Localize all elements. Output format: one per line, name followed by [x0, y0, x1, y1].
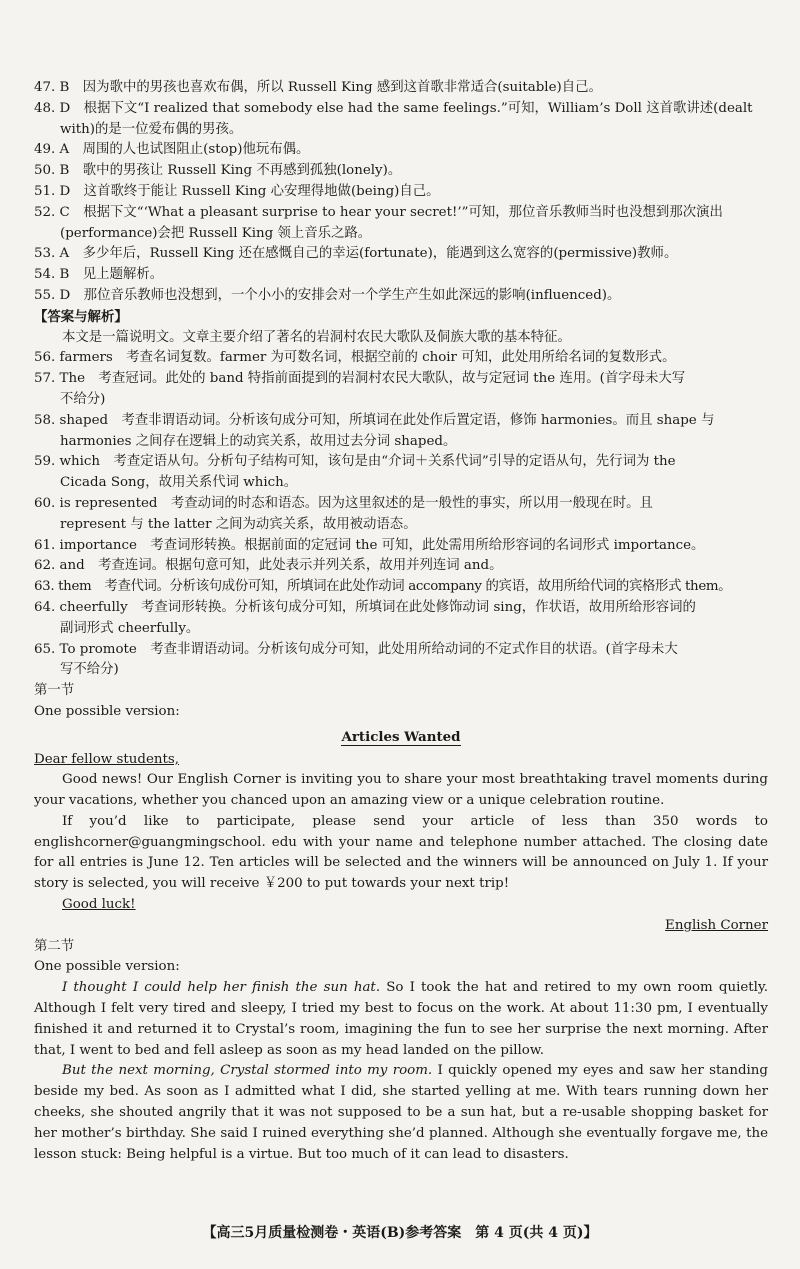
answer-49: 49. A 周围的人也试图阻止(stop)他玩布偶。 [34, 142, 310, 158]
answer-65-cont: 写不给分) [60, 662, 119, 678]
notice-title-text: Articles Wanted [341, 728, 461, 745]
part-one-label: 第一节 [34, 683, 75, 699]
story-paragraph-2 [34, 1061, 768, 1165]
story-paragraph-1-lead: I thought I could help her finish the sun hat. [62, 980, 381, 996]
answer-53: 53. A 多少年后，Russell King 还在感慨自己的幸运(fortunate)，能遇到这么宽容的(permissive)教师。 [34, 246, 678, 262]
answers-top [34, 78, 768, 307]
answer-47: 47. B 因为歌中的男孩也喜欢布偶，所以 Russell King 感到这首歌非常适合(suitable)自己。 [34, 80, 602, 95]
answer-60: 60. is represented 考查动词的时态和语态。因为这里叙述的是一般性的事实，所以用一般现在时。且 [34, 495, 653, 511]
answer-48-cont: with)的是一位爱布偶的男孩。 [60, 121, 243, 137]
notice-signature: English Corner [665, 917, 768, 933]
answer-57-cont: 不给分) [60, 391, 106, 407]
notice-title [34, 727, 768, 748]
answer-60-cont: represent 与 the latter 之间为动宾关系，故用被动语态。 [60, 516, 417, 532]
closing-text: Good luck! [62, 897, 136, 913]
part-one [34, 681, 768, 937]
answer-62: 62. and 考查连词。根据句意可知，此处表示并列关系，故用并列连词 and。 [34, 558, 503, 574]
answer-63: 63. them 考查代词。分析该句成份可知，所填词在此处作动词 accompany 的宾语，故用所给代词的宾格形式 them。 [34, 579, 732, 595]
story-paragraph-1 [34, 978, 768, 1061]
story-paragraph-2-lead: But the next morning, Crystal stormed into my room. [62, 1063, 433, 1079]
answer-61: 61. importance 考查词形转换。根据前面的定冠词 the 可知，此处需用所给形容词的名词形式 importance。 [34, 537, 705, 553]
answers-bottom [34, 348, 768, 681]
answer-48: 48. D 根据下文“I realized that somebody else had the same feelings.”可知，William’s Doll 这首歌讲述(dealt [34, 100, 753, 116]
part-one-version: One possible version: [34, 703, 180, 719]
passage-intro: 本文是一篇说明文。文章主要介绍了著名的岩洞村农民大歌队及侗族大歌的基本特征。 [62, 329, 571, 345]
answer-52: 52. C 根据下文“‘What a pleasant surprise to hear your secret!’”可知，那位音乐教师当时也没想到那次演出 [34, 204, 723, 220]
answer-64-cont: 副词形式 cheerfully。 [60, 620, 200, 636]
answer-57: 57. The 考查冠词。此处的 band 特指前面提到的岩洞村农民大歌队，故与定冠词 the 连用。(首字母未大写 [34, 371, 686, 387]
answer-54: 54. B 见上题解析。 [34, 267, 164, 283]
notice-paragraph-2: If you’d like to participate, please send your article of less than 350 words to englishcorner@guangmingschool. edu with your name and telephone number attached. The closing date for all entries is June 12. Ten articles will be selected and the winners will be announced on July 1. If your story is selected, you will receive ￥200 to put towards your next trip! [34, 813, 768, 892]
section-header: 【答案与解析】 [34, 308, 128, 325]
page-footer: 【高三5月质量检测卷・英语(B)参考答案 第 4 页(共 4 页)】 [202, 1225, 598, 1241]
story-paragraph-1-body: So I took the hat and retired to my own room quietly. Although I felt very tired and sleepy, I tried my best to focus on the work. At about 11:30 pm, I eventually finished it and returned it to Crystal’s room, imagining the fun to see her surprise the next morning. After that, I went to bed and fell asleep as soon as my head landed on the pillow. [34, 980, 768, 1058]
story-paragraph-2-body: I quickly opened my eyes and saw her standing beside my bed. As soon as I admitted what I did, she started yelling at me. With tears running down her cheeks, she shouted angrily that it was not supposed to be a sun hat, but a re-usable shopping basket for her mother’s birthday. She said I ruined everything she’d planned. Although she eventually forgave me, the lesson stuck: Being helpful is a virtue. But too much of it can lead to disasters. [34, 1063, 769, 1162]
answer-65: 65. To promote 考查非谓语动词。分析该句成分可知，此处用所给动词的不定式作目的状语。(首字母未大 [34, 641, 678, 657]
answer-59-cont: Cicada Song，故用关系代词 which。 [60, 475, 298, 491]
answer-51: 51. D 这首歌终于能让 Russell King 心安理得地做(being)自己。 [34, 183, 440, 199]
answer-64: 64. cheerfully 考查词形转换。分析该句成分可知，所填词在此处修饰动词 sing，作状语，故用所给形容词的 [34, 599, 696, 615]
answer-59: 59. which 考查定语从句。分析句子结构可知，该句是由“介词＋关系代词”引导的定语从句，先行词为 the [34, 454, 676, 470]
answer-58: 58. shaped 考查非谓语动词。分析该句成分可知，所填词在此处作后置定语，修饰 harmonies。而且 shape 与 [34, 412, 715, 428]
part-two-version: One possible version: [34, 959, 180, 975]
answer-55: 55. D 那位音乐教师也没想到，一个小小的安排会对一个学生产生如此深远的影响(influenced)。 [34, 287, 621, 303]
answer-58-cont: harmonies 之间存在逻辑上的动宾关系，故用过去分词 shaped。 [60, 433, 457, 449]
notice-paragraph-1: Good news! Our English Corner is inviting you to share your most breathtaking travel moments during your vacations, whether you chanced upon an amazing view or a unique celebration routine. [34, 772, 768, 809]
salutation: Dear fellow students, [34, 751, 180, 767]
part-two [34, 937, 768, 1166]
part-two-label: 第二节 [34, 938, 75, 954]
notice-closing [34, 895, 768, 916]
answer-50: 50. B 歌中的男孩让 Russell King 不再感到孤独(lonely)。 [34, 163, 402, 179]
answer-56: 56. farmers 考查名词复数。farmer 为可数名词，根据空前的 choir 可知，此处用所给名词的复数形式。 [34, 350, 676, 366]
answer-52-cont: (performance)会把 Russell King 领上音乐之路。 [60, 225, 372, 241]
